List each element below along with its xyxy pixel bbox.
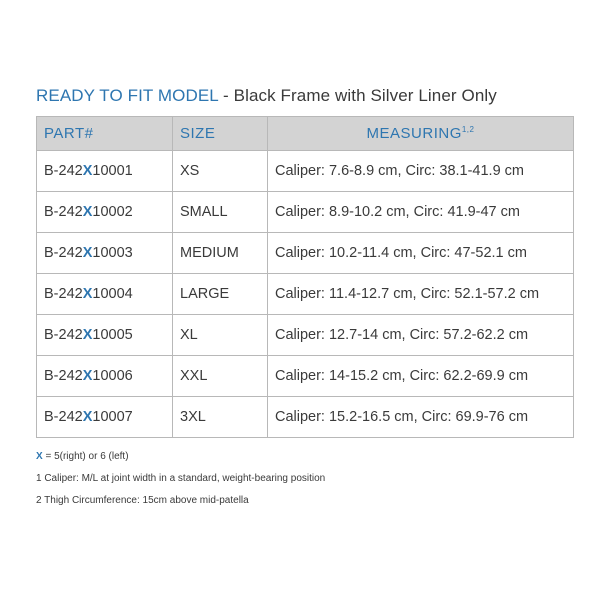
measuring-cell: Caliper: 14-15.2 cm, Circ: 62.2-69.9 cm	[268, 356, 574, 397]
part-side-code: X	[82, 368, 93, 384]
part-number	[37, 397, 173, 438]
part-number	[37, 315, 173, 356]
part-suffix: 10001	[92, 163, 133, 179]
size-chart-document	[36, 86, 576, 512]
part-suffix: 10003	[92, 245, 133, 261]
part-number	[37, 192, 173, 233]
size-cell: XS	[173, 151, 268, 192]
part-side-code: X	[82, 245, 93, 261]
part-suffix: 10005	[92, 327, 133, 343]
header-size: SIZE	[173, 117, 268, 151]
size-table	[36, 116, 574, 438]
table-body	[37, 151, 574, 438]
measuring-cell: Caliper: 10.2-11.4 cm, Circ: 47-52.1 cm	[268, 233, 574, 274]
part-suffix: 10007	[92, 409, 133, 425]
header-part: PART#	[37, 117, 173, 151]
part-side-code: X	[82, 409, 93, 425]
footnotes	[36, 446, 576, 512]
measuring-cell: Caliper: 8.9-10.2 cm, Circ: 41.9-47 cm	[268, 192, 574, 233]
table-row	[37, 151, 574, 192]
part-side-code: X	[82, 286, 93, 302]
table-row	[37, 233, 574, 274]
measuring-cell: Caliper: 15.2-16.5 cm, Circ: 69.9-76 cm	[268, 397, 574, 438]
footnote-2: 2 Thigh Circumference: 15cm above mid-patella	[36, 495, 249, 506]
size-cell: SMALL	[173, 192, 268, 233]
measuring-cell: Caliper: 11.4-12.7 cm, Circ: 52.1-57.2 cm	[268, 274, 574, 315]
part-prefix: B-242	[44, 327, 83, 343]
size-cell: LARGE	[173, 274, 268, 315]
model-title: READY TO FIT MODEL	[36, 86, 219, 105]
heading-separator: -	[218, 86, 234, 105]
part-suffix: 10004	[92, 286, 133, 302]
part-number	[37, 356, 173, 397]
table-row	[37, 315, 574, 356]
part-prefix: B-242	[44, 245, 83, 261]
part-side-code: X	[82, 327, 93, 343]
part-suffix: 10006	[92, 368, 133, 384]
header-measuring	[268, 117, 574, 151]
table-row	[37, 356, 574, 397]
header-measuring-label: MEASURING	[366, 125, 462, 142]
part-prefix: B-242	[44, 163, 83, 179]
part-prefix: B-242	[44, 204, 83, 220]
part-prefix: B-242	[44, 409, 83, 425]
measuring-cell: Caliper: 7.6-8.9 cm, Circ: 38.1-41.9 cm	[268, 151, 574, 192]
table-row	[37, 274, 574, 315]
measuring-cell: Caliper: 12.7-14 cm, Circ: 57.2-62.2 cm	[268, 315, 574, 356]
part-side-code: X	[82, 163, 93, 179]
part-number	[37, 233, 173, 274]
part-prefix: B-242	[44, 286, 83, 302]
x-symbol: X	[36, 451, 43, 462]
size-cell: XXL	[173, 356, 268, 397]
part-number	[37, 151, 173, 192]
x-legend-text: = 5(right) or 6 (left)	[42, 451, 129, 462]
size-cell: XL	[173, 315, 268, 356]
chart-heading	[36, 86, 576, 106]
footnote-1: 1 Caliper: M/L at joint width in a standard, weight-bearing position	[36, 473, 326, 484]
table-row	[37, 397, 574, 438]
model-description: Black Frame with Silver Liner Only	[233, 86, 497, 105]
part-prefix: B-242	[44, 368, 83, 384]
part-side-code: X	[82, 204, 93, 220]
x-legend	[36, 446, 576, 468]
size-cell: MEDIUM	[173, 233, 268, 274]
table-row	[37, 192, 574, 233]
header-measuring-superscript: 1,2	[461, 125, 475, 134]
size-cell: 3XL	[173, 397, 268, 438]
part-suffix: 10002	[92, 204, 133, 220]
header-row	[37, 117, 574, 151]
part-number	[37, 274, 173, 315]
